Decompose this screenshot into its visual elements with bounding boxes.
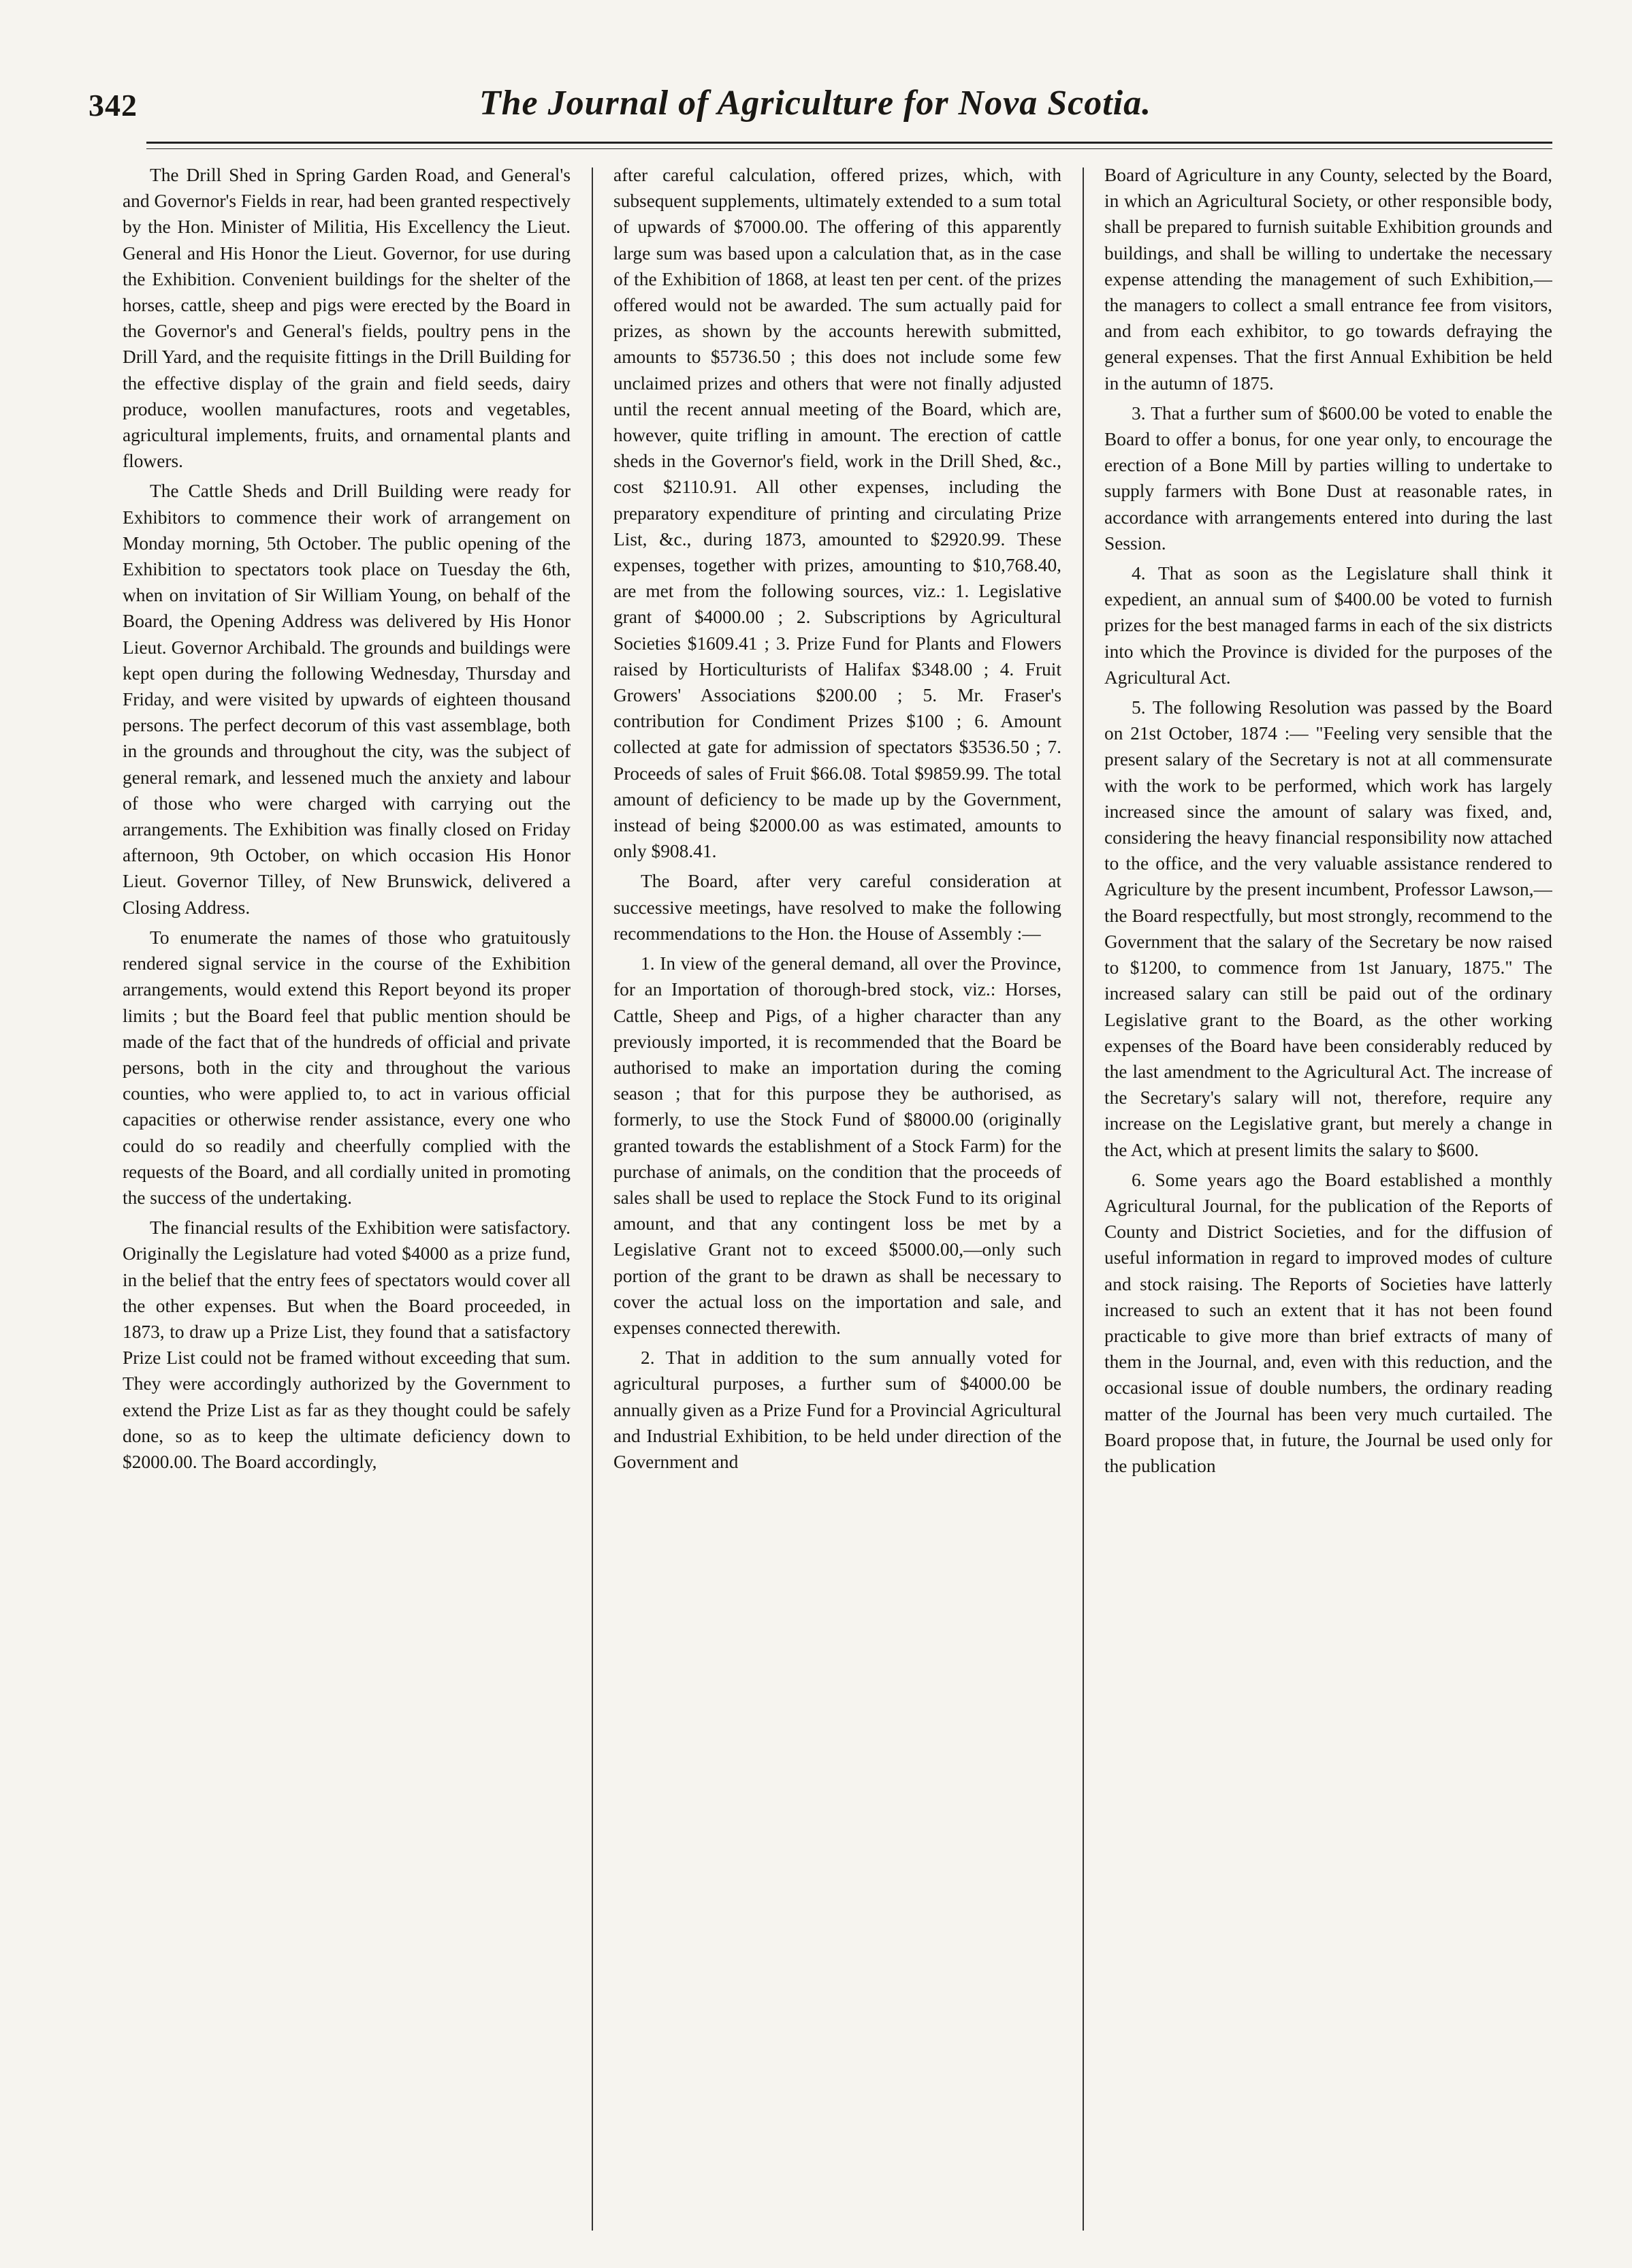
column-1	[123, 162, 571, 2232]
paragraph: 6. Some years ago the Board established a monthly Agricultural Journal, for the publication of the Reports of County and District Societies, and for the diffusion of useful information in regard to improved modes of culture and stock raising. The Reports of Societies have latterly increased to such an extent that it has not been found practicable to give more than brief extracts of many of them in the Journal, and, even with this reduction, and the occasional issue of double numbers, the ordinary reading matter of the Journal has been very much curtailed. The Board propose that, in future, the Journal be used only for the publication	[1104, 1169, 1552, 1476]
paragraph: The Board, after very careful consideration at successive meetings, have resolved to make the following recommendations to the Hon. the House of Assembly :—	[613, 871, 1061, 944]
paragraph: 5. The following Resolution was passed by the Board on 21st October, 1874 :— "Feeling very sensible that the present salary of the Secretary is not at all commensurate with the work to be performed, which work has largely increased since the amount of salary was fixed, and, considering the heavy financial responsibility now attached to the office, and the very valuable assistance rendered to Agriculture by the present incumbent, Professor Lawson,—the Board respectfully, but most strongly, recommend to the Government that the salary of the Secretary be now raised to $1200, to commence from 1st January, 1875." The increased salary can still be paid out of the ordinary Legislative grant to the Board, as the other working expenses of the Board have been considerably reduced by the last amendment to the Agricultural Act. The increase of the Secretary's salary will not, therefore, require any increase on the Legislative grant, but merely a change in the Act, which at present limits the salary to $600.	[1104, 697, 1552, 1160]
paragraph: The Cattle Sheds and Drill Building were ready for Exhibitors to commence their work of arrangement on Monday morning, 5th October. The public opening of the Exhibition to spectators took place on Tuesday the 6th, when on invitation of Sir William Young, on behalf of the Board, the Opening Address was delivered by His Honor Lieut. Governor Archibald. The grounds and buildings were kept open during the following Wednesday, Thursday and Friday, and were visited by upwards of eighteen thousand persons. The perfect decorum of this vast assemblage, both in the grounds and throughout the city, was the subject of general remark, and lessened much the anxiety and labour of those who were charged with carrying out the arrangements. The Exhibition was finally closed on Friday afternoon, 9th October, on which occasion His Honor Lieut. Governor Tilley, of New Brunswick, delivered a Closing Address.	[123, 481, 571, 918]
paragraph: The financial results of the Exhibition were satisfactory. Originally the Legislature had voted $4000 as a prize fund, in the belief that the entry fees of spectators would cover all the other expenses. But when the Board proceeded, in 1873, to draw up a Prize List, they found that a satisfactory Prize List could not be framed without exceeding that sum. They were accordingly authorized by the Government to extend the Prize List as far as they thought could be safely done, so as to keep the ultimate deficiency down to $2000.00. The Board accordingly,	[123, 1217, 571, 1472]
page-number: 342	[89, 88, 138, 123]
column-separator	[1083, 167, 1084, 2231]
paragraph: 1. In view of the general demand, all over the Province, for an Importation of thorough-bred stock, viz.: Horses, Cattle, Sheep and Pigs, of a higher character than any previously imported, it is recommended that the Board be authorised to make an importation during the coming season ; that for this purpose they be authorised, as formerly, to use the Stock Fund of $8000.00 (originally granted towards the establishment of a Stock Farm) for the purchase of animals, on the condition that the proceeds of sales shall be used to replace the Stock Fund to its original amount, and that any contingent loss be met by a Legislative Grant not to exceed $5000.00,—only such portion of the grant to be drawn as shall be necessary to cover the actual loss on the importation and sale, and expenses connected therewith.	[613, 953, 1061, 1338]
header-rule-thin	[146, 148, 1552, 149]
running-title: The Journal of Agriculture for Nova Scotia.	[479, 84, 1152, 123]
paragraph: To enumerate the names of those who gratuitously rendered signal service in the course of the Exhibition arrangements, would extend this Report beyond its proper limits ; but the Board feel that public mention should be made of the fact that of the hundreds of official and private persons, both in the city and throughout the various counties, who were applied to, to act in various official capacities or otherwise render assistance, every one who could do so readily and cheerfully complied with the requests of the Board, and all cordially united in promoting the success of the undertaking.	[123, 927, 571, 1208]
column-3	[1104, 162, 1552, 2232]
column-2	[613, 162, 1061, 2232]
header-rule	[146, 142, 1552, 144]
page-header	[89, 82, 1542, 129]
paragraph: The Drill Shed in Spring Garden Road, and General's and Governor's Fields in rear, had been granted respectively by the Hon. Minister of Militia, His Excellency the Lieut. General and His Honor the Lieut. Governor, for use during the Exhibition. Convenient buildings for the shelter of the horses, cattle, sheep and pigs were erected by the Board in the Governor's and General's fields, poultry pens in the Drill Yard, and the requisite fittings in the Drill Building for the effective display of the grain and field seeds, dairy produce, woollen manufactures, roots and vegetables, agricultural implements, fruits, and ornamental plants and flowers.	[123, 165, 571, 472]
paragraph: 4. That as soon as the Legislature shall think it expedient, an annual sum of $400.00 be voted to furnish prizes for the best managed farms in each of the six districts into which the Province is divided for the purposes of the Agricultural Act.	[1104, 563, 1552, 688]
paragraph: Board of Agriculture in any County, selected by the Board, in which an Agricultural Society, or other responsible body, shall be prepared to furnish suitable Exhibition grounds and buildings, and shall be willing to undertake the necessary expense attending the management of such Exhibition,—the managers to collect a small entrance fee from visitors, and from each exhibitor, to go towards defraying the general expenses. That the first Annual Exhibition be held in the autumn of 1875.	[1104, 165, 1552, 394]
paragraph: 3. That a further sum of $600.00 be voted to enable the Board to offer a bonus, for one year only, to encourage the erection of a Bone Mill by parties willing to undertake to supply farmers with Bone Dust at reasonable rates, in accordance with arrangements entered into during the last Session.	[1104, 402, 1552, 554]
column-separator	[592, 167, 593, 2231]
paragraph: after careful calculation, offered prizes, which, with subsequent supplements, ultimately extended to a sum total of upwards of $7000.00. The offering of this apparently large sum was based upon a calculation that, as in the case of the Exhibition of 1868, at least ten per cent. of the prizes offered would not be awarded. The sum actually paid for prizes, as shown by the accounts herewith submitted, amounts to $5736.50 ; this does not include some few unclaimed prizes and others that were not finally adjusted until the recent annual meeting of the Board, which are, however, quite trifling in amount. The erection of cattle sheds in the Governor's field, work in the Drill Shed, &c., cost $2110.91. All other expenses, including the preparatory expenditure of printing and circulating Prize List, &c., during 1873, amounted to $2920.99. These expenses, together with prizes, amounting to $10,768.40, are met from the following sources, viz.: 1. Legislative grant of $4000.00 ; 2. Subscriptions by Agricultural Societies $1609.41 ; 3. Prize Fund for Plants and Flowers raised by Horticulturists of Halifax $348.00 ; 4. Fruit Growers' Associations $200.00 ; 5. Mr. Fraser's contribution for Condiment Prizes $100 ; 6. Amount collected at gate for admission of spectators $3536.50 ; 7. Proceeds of sales of Fruit $66.08. Total $9859.99. The total amount of deficiency to be made up by the Government, instead of being $2000.00 as was estimated, amounts to only $908.41.	[613, 165, 1061, 862]
paragraph: 2. That in addition to the sum annually voted for agricultural purposes, a further sum of $4000.00 be annually given as a Prize Fund for a Provincial Agricultural and Industrial Exhibition, to be held under direction of the Government and	[613, 1347, 1061, 1472]
text-columns	[123, 162, 1552, 2232]
